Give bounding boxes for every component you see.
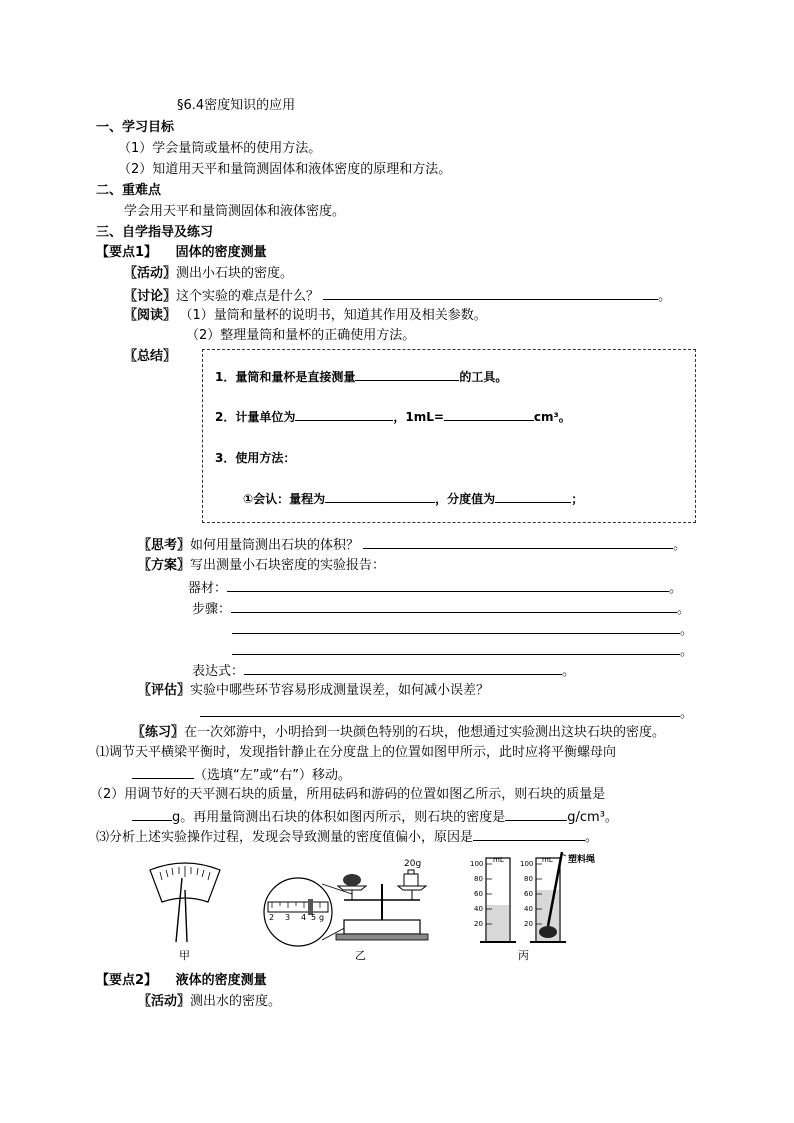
page-title: §6.4密度知识的应用 xyxy=(177,98,296,113)
plan-row xyxy=(138,558,385,574)
expression-row xyxy=(192,662,575,680)
steps-label: 步骤： xyxy=(192,602,232,617)
rider-scale-3: 3 xyxy=(285,913,291,922)
summary-item-1-post: 的工具。 xyxy=(459,370,508,384)
steps-row-2 xyxy=(232,621,693,639)
point2-activity-row xyxy=(138,994,281,1010)
figure-yi-caption: 乙 xyxy=(355,949,366,962)
section-heading-guidance: 三、自学指导及练习 xyxy=(96,225,214,240)
equipment-row xyxy=(188,579,682,597)
summary-box xyxy=(202,349,696,523)
goal-1: （1）学会量筒或量杯的使用方法。 xyxy=(118,141,322,156)
discuss-text: 这个实验的难点是什么？ xyxy=(176,289,320,304)
section-heading-goals: 一、学习目标 xyxy=(96,120,175,135)
summary-item-3a-pre: ①会认：量程为 xyxy=(243,492,326,506)
q1-line-2-text: （选填“左”或“右”）移动。 xyxy=(194,768,351,783)
expression-label: 表达式： xyxy=(192,664,245,679)
cylinder-2-tick-60: 60 xyxy=(524,890,533,898)
discuss-label: 〖讨论〗 xyxy=(124,289,177,304)
equipment-label: 器材： xyxy=(188,581,228,596)
q1-line-1: ⑴调节天平横梁平衡时，发现指针静止在分度盘上的位置如图甲所示，此时应将平衡螺母向 xyxy=(96,745,617,760)
summary-item-1 xyxy=(215,368,507,385)
point2-heading xyxy=(96,973,267,989)
cylinder-2-tick-80: 80 xyxy=(524,875,533,883)
summary-blank-conversion[interactable] xyxy=(444,408,534,421)
evaluate-blank[interactable] xyxy=(200,704,680,717)
evaluate-label: 〖评估〗 xyxy=(138,683,191,698)
think-row xyxy=(138,536,686,554)
summary-blank-tool[interactable] xyxy=(355,368,459,381)
cylinder-1-tick-80: 80 xyxy=(474,875,483,883)
think-text: 如何用量筒测出石块的体积？ xyxy=(190,538,360,553)
cylinder-2-tick-20: 20 xyxy=(524,920,533,928)
steps-row-1 xyxy=(192,600,690,618)
q1-line-2 xyxy=(132,766,351,784)
point2-title: 液体的密度测量 xyxy=(175,973,267,988)
rider-scale-5: 5 xyxy=(311,913,317,922)
period: 。 xyxy=(677,602,691,617)
summary-item-3a xyxy=(243,490,583,507)
activity-text: 测出小石块的密度。 xyxy=(176,266,294,281)
q2-unit-1: g。再用量筒测出石块的体积如图丙所示，则石块的密度是 xyxy=(172,810,506,825)
q3-blank[interactable] xyxy=(473,828,585,841)
point2-activity-label: 〖活动〗 xyxy=(138,994,191,1009)
q3-line xyxy=(96,828,598,846)
summary-item-2 xyxy=(215,408,571,425)
point1-heading xyxy=(96,245,267,261)
read-row-1 xyxy=(124,308,487,324)
activity-label: 〖活动〗 xyxy=(124,266,177,281)
cylinder-1-tick-60: 60 xyxy=(474,890,483,898)
point2-activity-text: 测出水的密度。 xyxy=(190,994,282,1009)
period: 。 xyxy=(680,623,694,638)
read-text-1: （1）量筒和量杯的说明书，知道其作用及相关参数。 xyxy=(186,308,487,323)
steps-blank-2[interactable] xyxy=(232,621,680,634)
figure-yi-balance xyxy=(264,870,428,946)
evaluate-row xyxy=(138,683,489,699)
cylinder-1-tick-100: 100 xyxy=(470,860,484,868)
period: 。 xyxy=(669,581,683,596)
q1-blank[interactable] xyxy=(132,766,194,779)
summary-blank-unit[interactable] xyxy=(295,408,393,421)
cylinder-2-unit: mL xyxy=(542,856,553,864)
cylinder-2-tick-100: 100 xyxy=(520,860,534,868)
key-point-text: 学会用天平和量筒测固体和液体密度。 xyxy=(124,204,346,219)
q2-line-1: （2）用调节好的天平测石块的质量，所用砝码和游码的位置如图乙所示，则石块的质量是 xyxy=(90,787,606,802)
cylinder-1-tick-20: 20 xyxy=(474,920,483,928)
read-label: 〖阅读〗 xyxy=(124,308,177,323)
expression-blank[interactable] xyxy=(244,662,562,675)
figure-jia-caption: 甲 xyxy=(179,949,190,962)
steps-blank-1[interactable] xyxy=(231,600,677,613)
cylinder-1-unit: mL xyxy=(493,856,504,864)
summary-item-3a-mid: ，分度值为 xyxy=(435,492,496,506)
summary-item-2-post: cm³。 xyxy=(533,410,571,424)
discuss-blank[interactable] xyxy=(323,287,658,300)
figure-jia-dial xyxy=(150,863,220,942)
q2-blank-density[interactable] xyxy=(505,808,567,821)
rope-label: 塑料绳 xyxy=(568,855,596,865)
summary-blank-range[interactable] xyxy=(325,490,435,503)
cylinder-1-tick-40: 40 xyxy=(474,905,483,913)
summary-item-2-pre: 2．计量单位为 xyxy=(215,410,296,424)
exercise-label: 〖练习〗 xyxy=(132,725,185,740)
steps-row-3 xyxy=(232,642,693,660)
summary-blank-division[interactable] xyxy=(495,490,571,503)
q3-text: ⑶分析上述实验操作过程，发现会导致测量的密度值偏小，原因是 xyxy=(96,830,474,845)
rider-scale-2: 2 xyxy=(269,913,275,922)
steps-blank-3[interactable] xyxy=(232,642,680,655)
activity-row xyxy=(124,266,293,282)
q2-unit-2: g/cm³。 xyxy=(567,810,618,825)
think-blank[interactable] xyxy=(363,536,673,549)
experiment-figures xyxy=(0,850,794,965)
period: 。 xyxy=(680,644,694,659)
summary-item-3: 3．使用方法： xyxy=(215,451,296,465)
point1-label: 【要点1】 xyxy=(96,245,158,260)
equipment-blank[interactable] xyxy=(227,579,669,592)
discuss-row xyxy=(124,287,671,305)
summary-item-1-pre: 1．量筒和量杯是直接测量 xyxy=(215,370,356,384)
period: 。 xyxy=(673,538,687,553)
figure-bing-caption: 丙 xyxy=(518,949,529,962)
weight-label: 20g xyxy=(404,859,422,869)
period: 。 xyxy=(585,830,599,845)
period: 。 xyxy=(680,706,694,721)
period: 。 xyxy=(658,289,672,304)
read-row-2: （2）整理量筒和量杯的正确使用方法。 xyxy=(186,328,416,343)
q2-blank-mass[interactable] xyxy=(132,808,172,821)
exercise-intro: 在一次郊游中，小明拾到一块颜色特别的石块，他想通过实验测出这块石块的密度。 xyxy=(184,725,666,740)
think-label: 〖思考〗 xyxy=(138,538,191,553)
rider-scale-4: 4 xyxy=(301,913,307,922)
summary-item-3a-post: ； xyxy=(571,492,584,506)
plan-text: 写出测量小石块密度的实验报告： xyxy=(190,558,386,573)
evaluate-text: 实验中哪些环节容易形成测量误差，如何减小误差？ xyxy=(190,683,490,698)
rider-scale-unit: g xyxy=(319,913,325,922)
goal-2: （2）知道用天平和量筒测固体和液体密度的原理和方法。 xyxy=(118,162,452,177)
exercise-intro-row xyxy=(132,725,665,741)
point1-title: 固体的密度测量 xyxy=(175,245,267,260)
section-heading-key-points: 二、重难点 xyxy=(96,183,162,198)
point2-label: 【要点2】 xyxy=(96,973,158,988)
evaluate-answer-row xyxy=(200,704,693,722)
plan-label: 〖方案〗 xyxy=(138,558,191,573)
summary-item-2-mid: ，1mL= xyxy=(393,410,444,424)
summary-label: 〖总结〗 xyxy=(124,349,177,364)
cylinder-2-tick-40: 40 xyxy=(524,905,533,913)
period: 。 xyxy=(562,664,576,679)
q2-line-2 xyxy=(132,808,618,826)
